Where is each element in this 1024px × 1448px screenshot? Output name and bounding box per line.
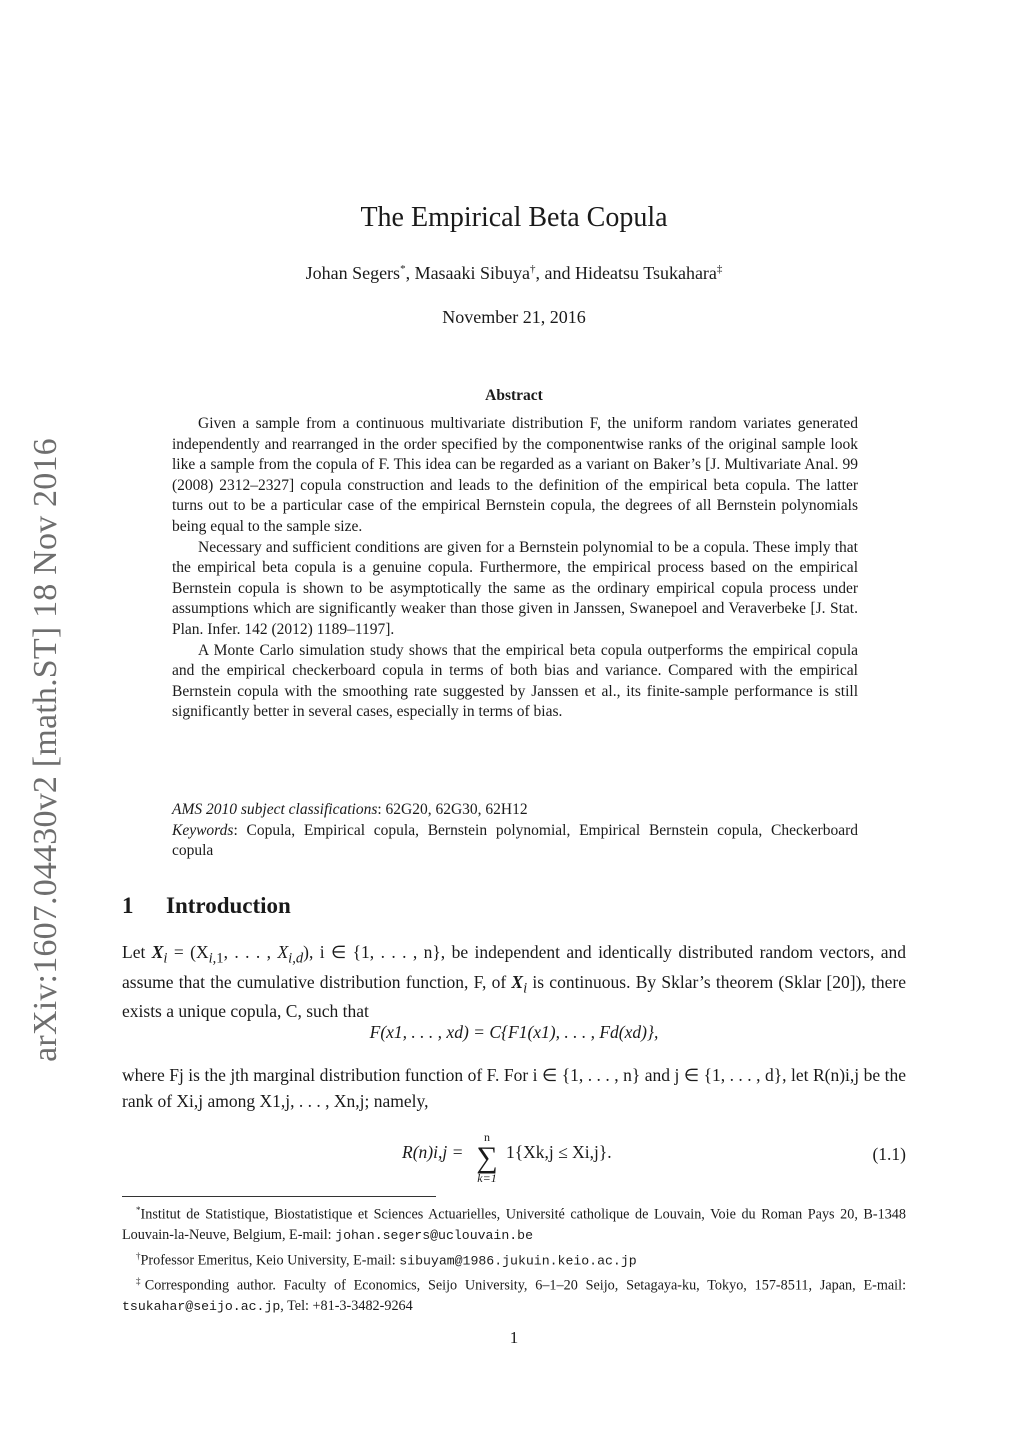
author-separator: , and [535,263,571,283]
footnote-text: Institut de Statistique, Biostatistique et Sciences Actuarielles, Université catholique de Louvain, Voie du Roman Pays 20, B-1348 Louvain-la-Neuve, Belgium, E-mail: [122,1206,906,1243]
page-number: 1 [509,1328,519,1347]
footnote-mark: † [136,1250,141,1261]
intro-paragraph: Let $X_i = (X_{i,1}$, . . . , $X_{i,d}$), i ∈ {1, . . . , n}, be independent and identically distributed random vectors, and assume that the cumulative distribution function, F, of $X_i$ is continuous. By Sklar’s theorem (Sklar [20]), there exists a unique copula, C, such that [122,942,906,1022]
rank-equation-lhs: R(n)i,j = [402,1142,464,1162]
intro-text: = (X [167,942,209,962]
intro-text: ), i ∈ {1, . . . , n}, be independent and identically distributed random vectors, and assume that the cumulative distribution function, F, of [122,942,906,992]
footnote-mark: * [136,1205,141,1215]
paper-date: November 21, 2016 [442,307,586,327]
author-list [122,263,906,284]
footnote-rule [122,1196,436,1197]
arxiv-stamp [16,425,76,1075]
abstract-paragraph: Necessary and sufficient conditions are given for a Bernstein polynomial to be a copula. These imply that the empirical beta copula is a genuine copula. Furthermore, the empirical process based on the empirical Bernstein copula is shown to be asymptotically the same as the ordinary empirical copula process under assumptions which are significantly weaker than those given in Janssen, Swanepoel and Veraverbeke [J. Stat. Plan. Infer. 142 (2012) 1189–1197]. [172,538,858,638]
keywords-value: : Copula, Empirical copula, Bernstein polynomial, Empirical Bernstein copula, Checkerboard copula [172,821,858,860]
rank-equation [122,1130,906,1190]
abstract-paragraph: Given a sample from a continuous multivariate distribution F, the uniform random variates generated independently and rearranged in the order specified by the componentwise ranks of the original sample look like a sample from the copula of F. This idea can be regarded as a variant on Baker’s [J. Multivariate Anal. 99 (2008) 2312–2327] copula construction and leads to the definition of the empirical beta copula. The latter turns out to be a particular case of the empirical Bernstein copula, the degrees of all Bernstein polynomials being equal to the sample size. [172,415,858,535]
email-link[interactable]: sibuyam@1986.jukuin.keio.ac.jp [399,1253,637,1269]
summation-symbol [472,1130,502,1186]
vector-x-symbol: X [511,971,524,992]
abstract-body [172,414,858,723]
section-heading [122,893,291,919]
ams-value: : 62G20, 62G30, 62H12 [377,801,528,818]
footnote [122,1246,906,1272]
equation-number: (1.1) [872,1144,906,1164]
classification-block [172,800,858,862]
keywords-label: Keywords [172,821,234,839]
intro-text: Let [122,942,152,962]
author-name: Johan Segers [305,263,401,283]
ams-classification [172,800,858,821]
author-name: Masaaki Sibuya [414,263,531,283]
sum-upper-limit: n [484,1130,490,1144]
footnotes [122,1200,906,1317]
sum-lower-limit: k=1 [477,1171,497,1185]
footnote-text: Professor Emeritus, Keio University, E-mail: [140,1252,400,1269]
author-separator: , [405,263,411,283]
footnote-phone: , Tel: +81-3-3482-9264 [280,1298,413,1315]
section-title: Introduction [166,893,291,918]
rank-definition-paragraph: where Fj is the jth marginal distribution function of F. For i ∈ {1, . . . , n} and j ∈ {1, . . . , d}, let R(n)i,j be the rank of Xi,j among X1,j, . . . , Xn,j; namely, [122,1065,906,1111]
abstract-paragraph: A Monte Carlo simulation study shows that the empirical beta copula outperforms the empirical copula and the empirical checkerboard copula in terms of both bias and variance. Compared with the empirical Bernstein copula with the smoothing rate suggested by Janssen et al., its finite-sample performance is still significantly better in several cases, especially in terms of bias. [172,641,858,721]
footnote [122,1200,906,1246]
author-name: Hideatsu Tsukahara [575,263,717,283]
footnote-text: Corresponding author. Faculty of Economics, Seijo University, 6–1–20 Seijo, Setagaya-ku, Tokyo, 157-8511, Japan, E-mail: [144,1278,907,1295]
rank-equation-rhs: 1{Xk,j ≤ Xi,j}. [506,1142,612,1162]
vector-x-symbol: X [151,942,164,962]
author-footnote-mark[interactable]: ‡ [716,263,723,275]
email-link[interactable]: johan.segers@uclouvain.be [335,1227,534,1243]
sigma-icon: ∑ [476,1141,498,1174]
footnote-mark: ‡ [136,1276,145,1287]
keywords [172,821,858,862]
section-number: 1 [122,893,134,918]
sklar-equation: F(x1, . . . , xd) = C{F1(x1), . . . , Fd(xd)}, [369,1022,659,1042]
arxiv-stamp-text: arXiv:1607.04430v2 [math.ST] 18 Nov 2016 [27,438,64,1062]
author-footnote-mark[interactable]: † [530,263,536,275]
intro-text: is continuous. By Sklar’s theorem (Sklar [20]), there exists a unique copula, C, such that [122,971,906,1022]
abstract-heading: Abstract [485,387,543,404]
footnote [122,1271,906,1317]
email-link[interactable]: tsukahar@seijo.ac.jp [122,1299,281,1315]
author-footnote-mark[interactable]: * [400,263,406,275]
paper-title: The Empirical Beta Copula [360,202,668,233]
ams-label: AMS 2010 subject classifications [172,801,378,818]
